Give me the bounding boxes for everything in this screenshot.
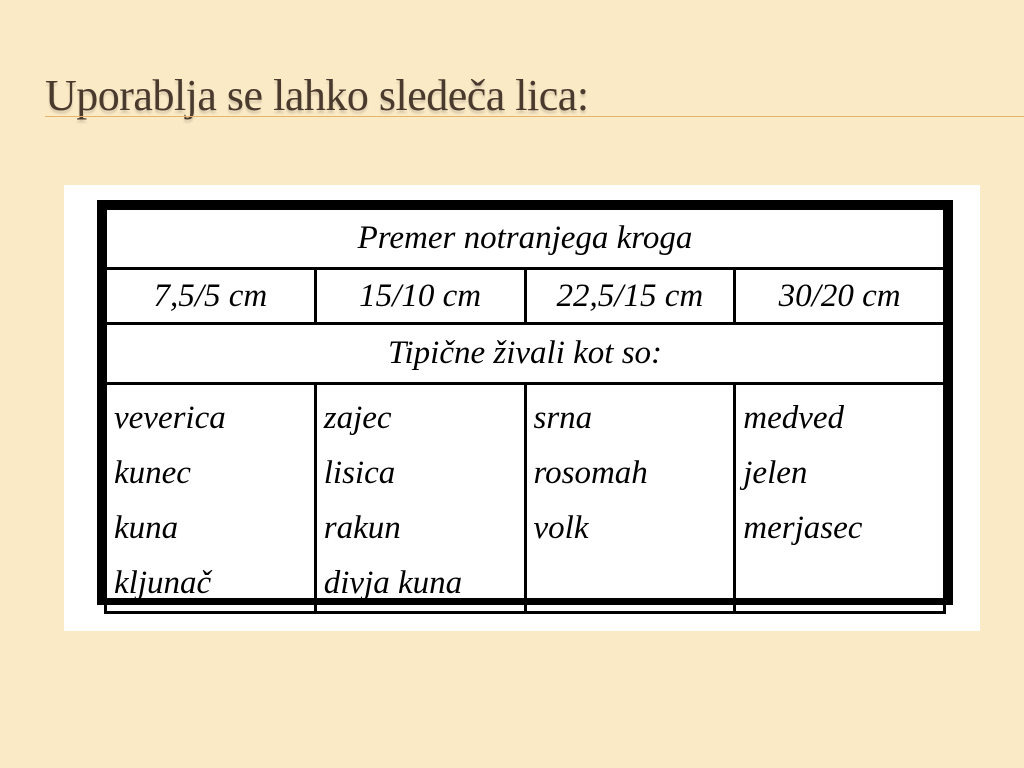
animal-name: srna xyxy=(533,400,593,436)
slide-title: Uporablja se lahko sledeča lica: xyxy=(45,71,589,120)
table-header-row xyxy=(106,209,945,269)
table-subheader: Tipične živali kot so: xyxy=(106,324,945,384)
animals-cell xyxy=(525,384,735,613)
table-frame xyxy=(97,200,953,605)
size-cell: 7,5/5 cm xyxy=(106,269,316,324)
animal-name: zajec xyxy=(323,400,392,436)
animal-name: rosomah xyxy=(533,455,648,491)
trap-size-table xyxy=(104,207,946,614)
animal-name: kuna xyxy=(114,510,179,546)
animal-name: lisica xyxy=(323,455,396,491)
size-cell: 15/10 cm xyxy=(315,269,525,324)
size-row xyxy=(106,269,945,324)
animals-row xyxy=(106,384,945,613)
size-cell: 22,5/15 cm xyxy=(525,269,735,324)
animals-cell xyxy=(315,384,525,613)
title-underline xyxy=(45,116,1024,117)
table-image xyxy=(64,185,980,631)
table-header: Premer notranjega kroga xyxy=(106,209,945,269)
animal-name: veverica xyxy=(114,400,226,436)
animals-cell xyxy=(735,384,945,613)
size-cell: 30/20 cm xyxy=(735,269,945,324)
animal-name: volk xyxy=(533,510,589,546)
animals-cell xyxy=(106,384,316,613)
animal-name: merjasec xyxy=(743,510,863,546)
animal-name: jelen xyxy=(743,455,808,491)
animal-name: rakun xyxy=(323,510,401,546)
animal-name: kunec xyxy=(114,455,191,491)
animal-name: kljunač xyxy=(114,565,212,601)
animal-name: medved xyxy=(743,400,845,436)
table-subheader-row xyxy=(106,324,945,384)
animal-name: divja kuna xyxy=(323,565,463,601)
